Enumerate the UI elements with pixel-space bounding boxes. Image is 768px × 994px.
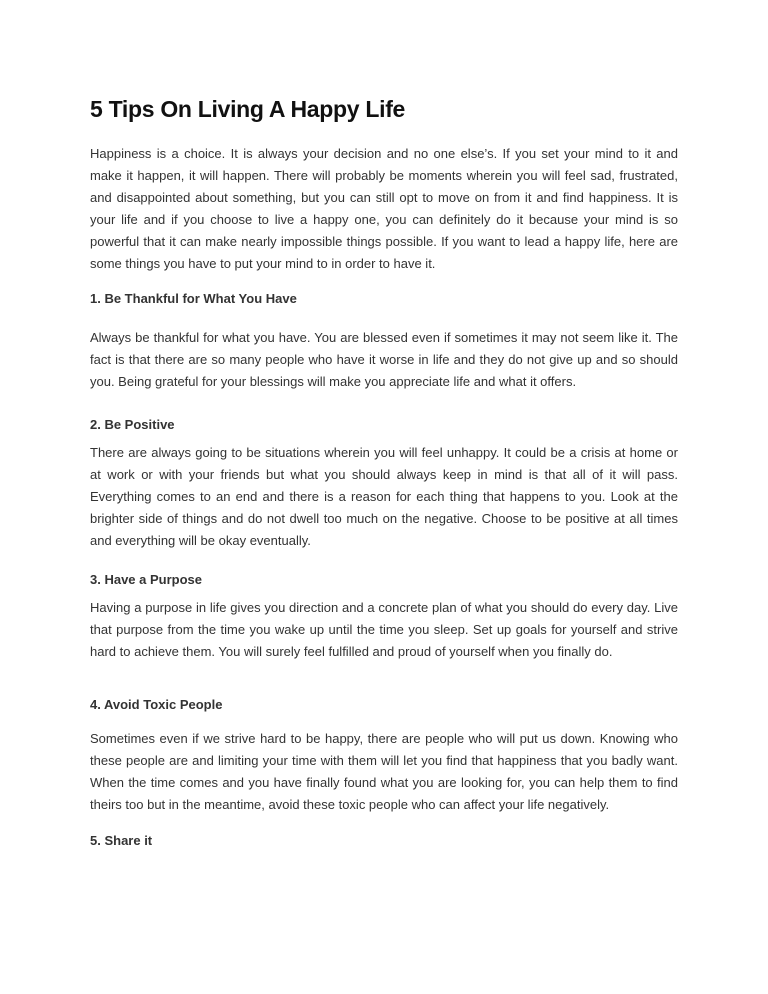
intro-paragraph: Happiness is a choice. It is always your decision and no one else’s. If you set your mind to it and make it happen, it will happen. There will probably be moments wherein you will feel sad, frustrated, and disappointed about something, but you can still opt to move on from it and find happiness. It is your life and if you choose to live a happy one, you can definitely do it because your mind is so powerful that it can make nearly impossible things possible. If you want to lead a happy life, here are some things you have to put your mind to in order to have it.: [90, 146, 678, 271]
tip-3-paragraph: Having a purpose in life gives you direction and a concrete plan of what you should do every day. Live that purpose from the time you wake up until the time you sleep. Set up goals for yourself and strive hard to achieve them. You will surely feel fulfilled and proud of yourself when you finally do.: [90, 600, 678, 659]
tip-5-heading: 5. Share it: [90, 833, 153, 848]
tip-4-heading: 4. Avoid Toxic People: [90, 697, 223, 712]
page-title: 5 Tips On Living A Happy Life: [90, 96, 406, 122]
tip-4-paragraph: Sometimes even if we strive hard to be happy, there are people who will put us down. Knowing who these people are and limiting your time with them will let you find that happiness that you badly want. When the time comes and you have finally found what you are looking for, you can help them to find theirs too but in the meantime, avoid these toxic people who can affect your life negatively.: [90, 731, 678, 812]
tip-2-paragraph: There are always going to be situations wherein you will feel unhappy. It could be a crisis at home or at work or with your friends but what you should always keep in mind is that all of it will pass. Everything comes to an end and there is a reason for each thing that happens to you. Look at the brighter side of things and do not dwell too much on the negative. Choose to be positive at all times and everything will be okay eventually.: [90, 445, 678, 548]
tip-2-heading: 2. Be Positive: [90, 417, 175, 432]
tip-1-paragraph: Always be thankful for what you have. You are blessed even if sometimes it may not seem like it. The fact is that there are so many people who have it worse in life and they do not give up and so should you. Being grateful for your blessings will make you appreciate life and what it offers.: [90, 330, 678, 389]
tip-1-heading: 1. Be Thankful for What You Have: [90, 291, 297, 306]
tip-3-heading: 3. Have a Purpose: [90, 572, 202, 587]
